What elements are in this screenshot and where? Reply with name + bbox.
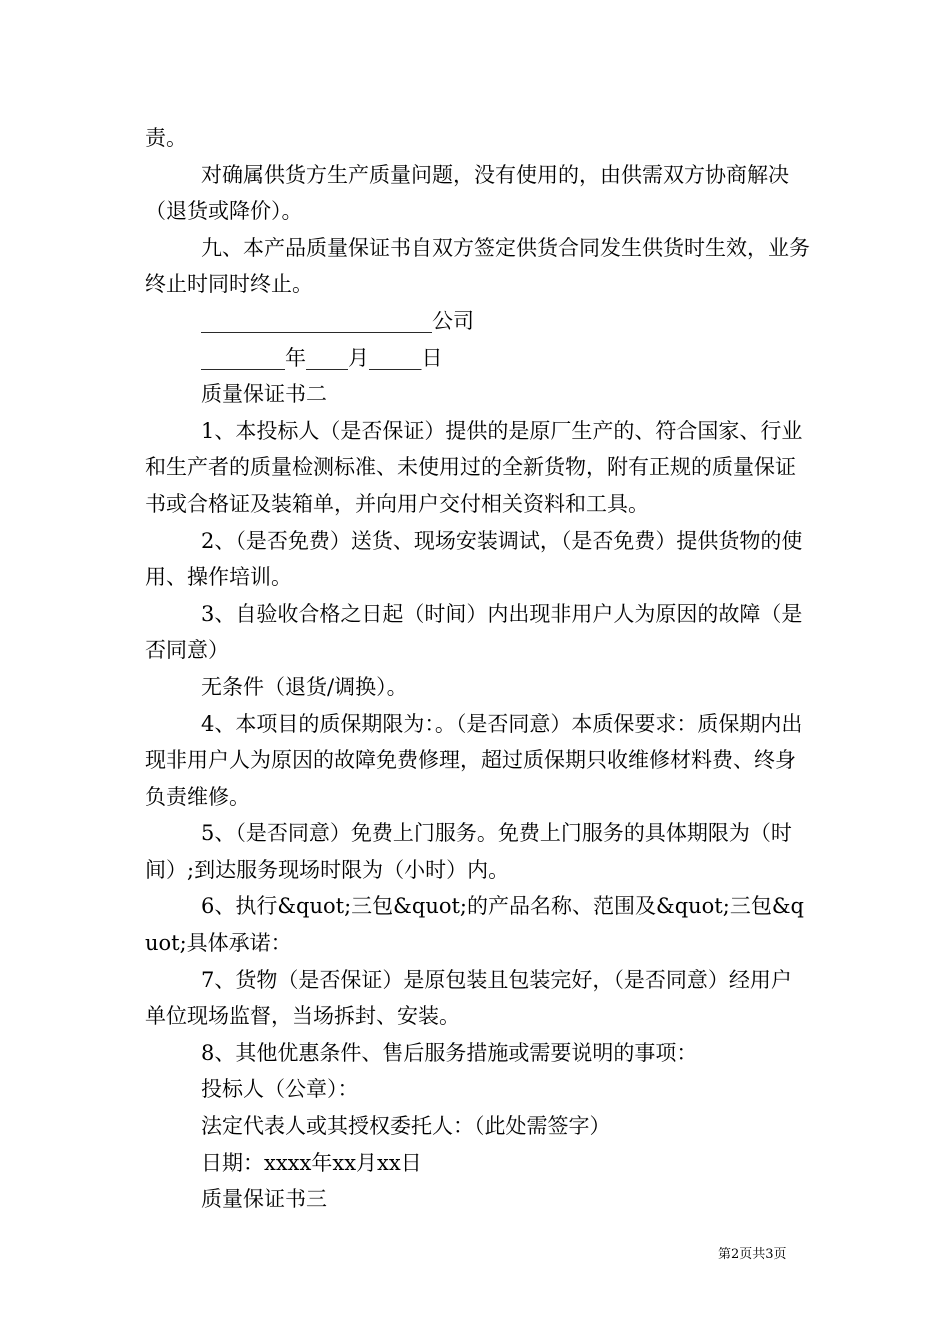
date-line: ________年____月_____日 [201, 345, 443, 370]
company-signature-line: ______________________公司 [201, 308, 474, 333]
page-number: 第2页共3页 [718, 1247, 787, 1262]
paragraph-8: 3、自验收合格之日起（时间）内出现非用户人为原因的故障（是否同意） [145, 601, 803, 663]
paragraph-1: 对确属供货方生产质量问题，没有使用的，由供需双方协商解决（退货或降价）。 [145, 162, 789, 224]
paragraph-6: 1、本投标人（是否保证）提供的是原厂生产的、符合国家、行业和生产者的质量检测标准、未使用过的全新货物，附有正规的质量保证书或合格证及装箱单，并向用户交付相关资料和工具。 [145, 418, 803, 516]
paragraph-12: 6、执行&quot;三包&quot;的产品名称、范围及&quot;三包&quot;具体承诺： [145, 894, 804, 956]
paragraph-14: 8、其他优惠条件、售后服务措施或需要说明的事项： [201, 1040, 698, 1065]
paragraph-13: 7、货物（是否保证）是原包装且包装完好，（是否同意）经用户单位现场监督，当场拆封、安装。 [145, 967, 792, 1029]
legal-representative-line: 法定代表人或其授权委托人：（此处需签字） [201, 1114, 611, 1139]
paragraph-2: 九、本产品质量保证书自双方签定供货合同发生供货时生效，业务终止时同时终止。 [145, 235, 810, 297]
paragraph-7: 2、（是否免费）送货、现场安装调试，（是否免费）提供货物的使用、操作培训。 [145, 528, 803, 590]
paragraph-11: 5、（是否同意）免费上门服务。免费上门服务的具体期限为（时间）;到达服务现场时限为（小时）内。 [145, 821, 792, 882]
section-heading-three: 质量保证书三 [201, 1187, 327, 1212]
paragraph-9: 无条件（退货/调换）。 [201, 674, 408, 699]
bidder-seal-line: 投标人（公章）： [201, 1077, 359, 1102]
document-body [145, 120, 810, 1218]
paragraph-0: 责。 [145, 126, 187, 150]
section-heading-two: 质量保证书二 [201, 382, 327, 407]
signing-date-line: 日期：xxxx年xx月xx日 [201, 1150, 422, 1175]
paragraph-10: 4、本项目的质保期限为：。（是否同意）本质保要求：质保期内出现非用户人为原因的故障免费修理，超过质保期只收维修材料费、终身负责维修。 [145, 711, 803, 809]
